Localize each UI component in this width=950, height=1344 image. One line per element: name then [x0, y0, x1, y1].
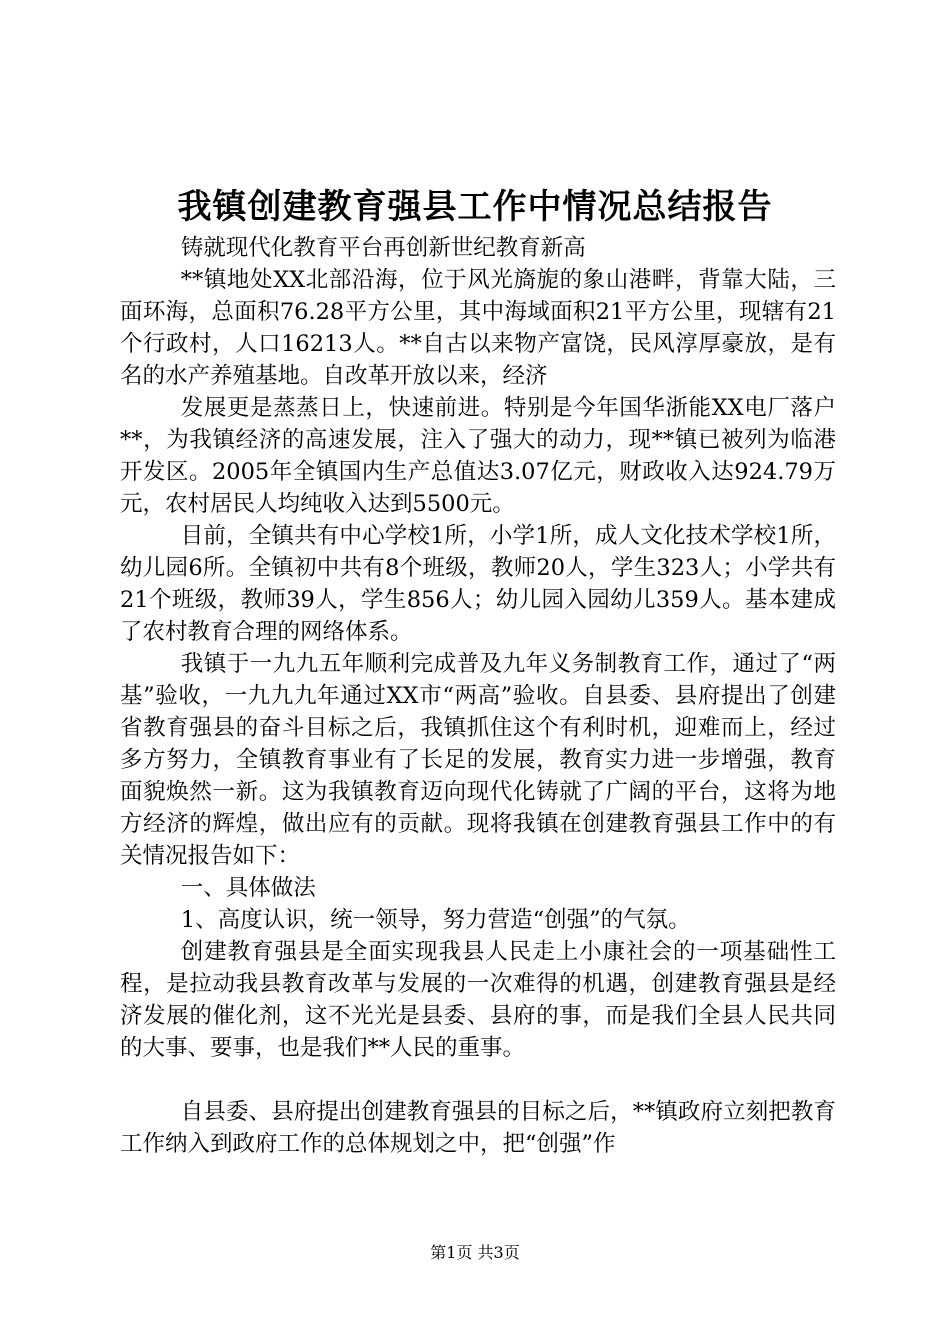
document-title: 我镇创建教育强县工作中情况总结报告 — [177, 187, 773, 227]
body-paragraph: 目前，全镇共有中心学校1所，小学1所，成人文化技术学校1所，幼儿园6所。全镇初中共有8个班级，教师20人，学生323人；小学共有21个班级，教师39人，学生856人；幼儿园入园幼儿359人。基本建成了农村教育合理的网络体系。 — [120, 523, 836, 645]
body-paragraph: 我镇于一九九五年顺利完成普及九年义务制教育工作，通过了“两基”验收，一九九九年通过XX市“两高”验收。自县委、县府提出了创建省教育强县的奋斗目标之后，我镇抓住这个有利时机，迎难而上，经过多方努力，全镇教育事业有了长足的发展，教育实力进一步增强，教育面貌焕然一新。这为我镇教育迈向现代化铸就了广阔的平台，这将为地方经济的辉煌，做出应有的贡献。现将我镇在创建教育强县工作中的有关情况报告如下： — [120, 651, 836, 869]
body-paragraph: 自县委、县府提出创建教育强县的目标之后，**镇政府立刻把教育工作纳入到政府工作的总体规划之中，把“创强”作 — [120, 1099, 836, 1157]
document-body — [120, 232, 836, 1160]
subsection-heading: 1、高度认识，统一领导，努力营造“创强”的气氛。 — [180, 907, 691, 933]
body-paragraph: 发展更是蒸蒸日上，快速前进。特别是今年国华浙能XX电厂落户**，为我镇经济的高速发展，注入了强大的动力，现**镇已被列为临港开发区。2005年全镇国内生产总值达3.07亿元，财政收入达924.79万元，农村居民人均纯收入达到5500元。 — [120, 395, 836, 517]
subtitle-paragraph: 铸就现代化教育平台再创新世纪教育新高 — [180, 235, 586, 261]
paragraph-gap — [120, 1064, 836, 1096]
body-paragraph: 创建教育强县是全面实现我县人民走上小康社会的一项基础性工程，是拉动我县教育改革与发展的一次难得的机遇，创建教育强县是经济发展的催化剂，这不光光是县委、县府的事，而是我们全县人民共同的大事、要事，也是我们**人民的重事。 — [120, 939, 836, 1061]
page-number-footer: 第1页 共3页 — [430, 1243, 520, 1262]
body-paragraph: **镇地处XX北部沿海，位于风光旖旎的象山港畔，背靠大陆，三面环海，总面积76.28平方公里，其中海域面积21平方公里，现辖有21个行政村，人口16213人。**自古以来物产富饶，民风淳厚豪放，是有名的水产养殖基地。自改革开放以来，经济 — [120, 267, 836, 389]
section-heading: 一、具体做法 — [180, 875, 316, 901]
